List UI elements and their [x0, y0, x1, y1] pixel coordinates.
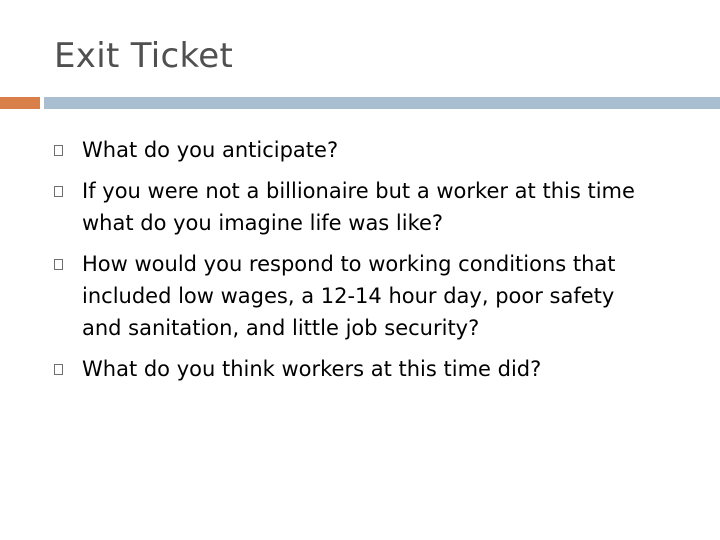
- hollow-square-bullet-icon: [54, 364, 63, 375]
- bullet-list: [54, 134, 694, 394]
- bullet-item: [54, 353, 694, 385]
- hollow-square-bullet-icon: [54, 145, 63, 156]
- bullet-text: What do you anticipate?: [82, 138, 339, 162]
- bullet-text: What do you think workers at this time did?: [82, 357, 542, 381]
- bullet-text: How would you respond to working conditions that included low wages, a 12-14 hour day, poor safety and sanitation, and little job security?: [82, 252, 616, 340]
- bullet-text: If you were not a billionaire but a worker at this time what do you imagine life was like?: [82, 179, 635, 235]
- bullet-item: [54, 175, 694, 239]
- bullet-item: [54, 248, 694, 344]
- hollow-square-bullet-icon: [54, 259, 63, 270]
- title-rule-bar: [44, 97, 720, 109]
- hollow-square-bullet-icon: [54, 186, 63, 197]
- slide-title: Exit Ticket: [54, 36, 234, 76]
- bullet-item: [54, 134, 694, 166]
- title-accent-bar: [0, 97, 40, 109]
